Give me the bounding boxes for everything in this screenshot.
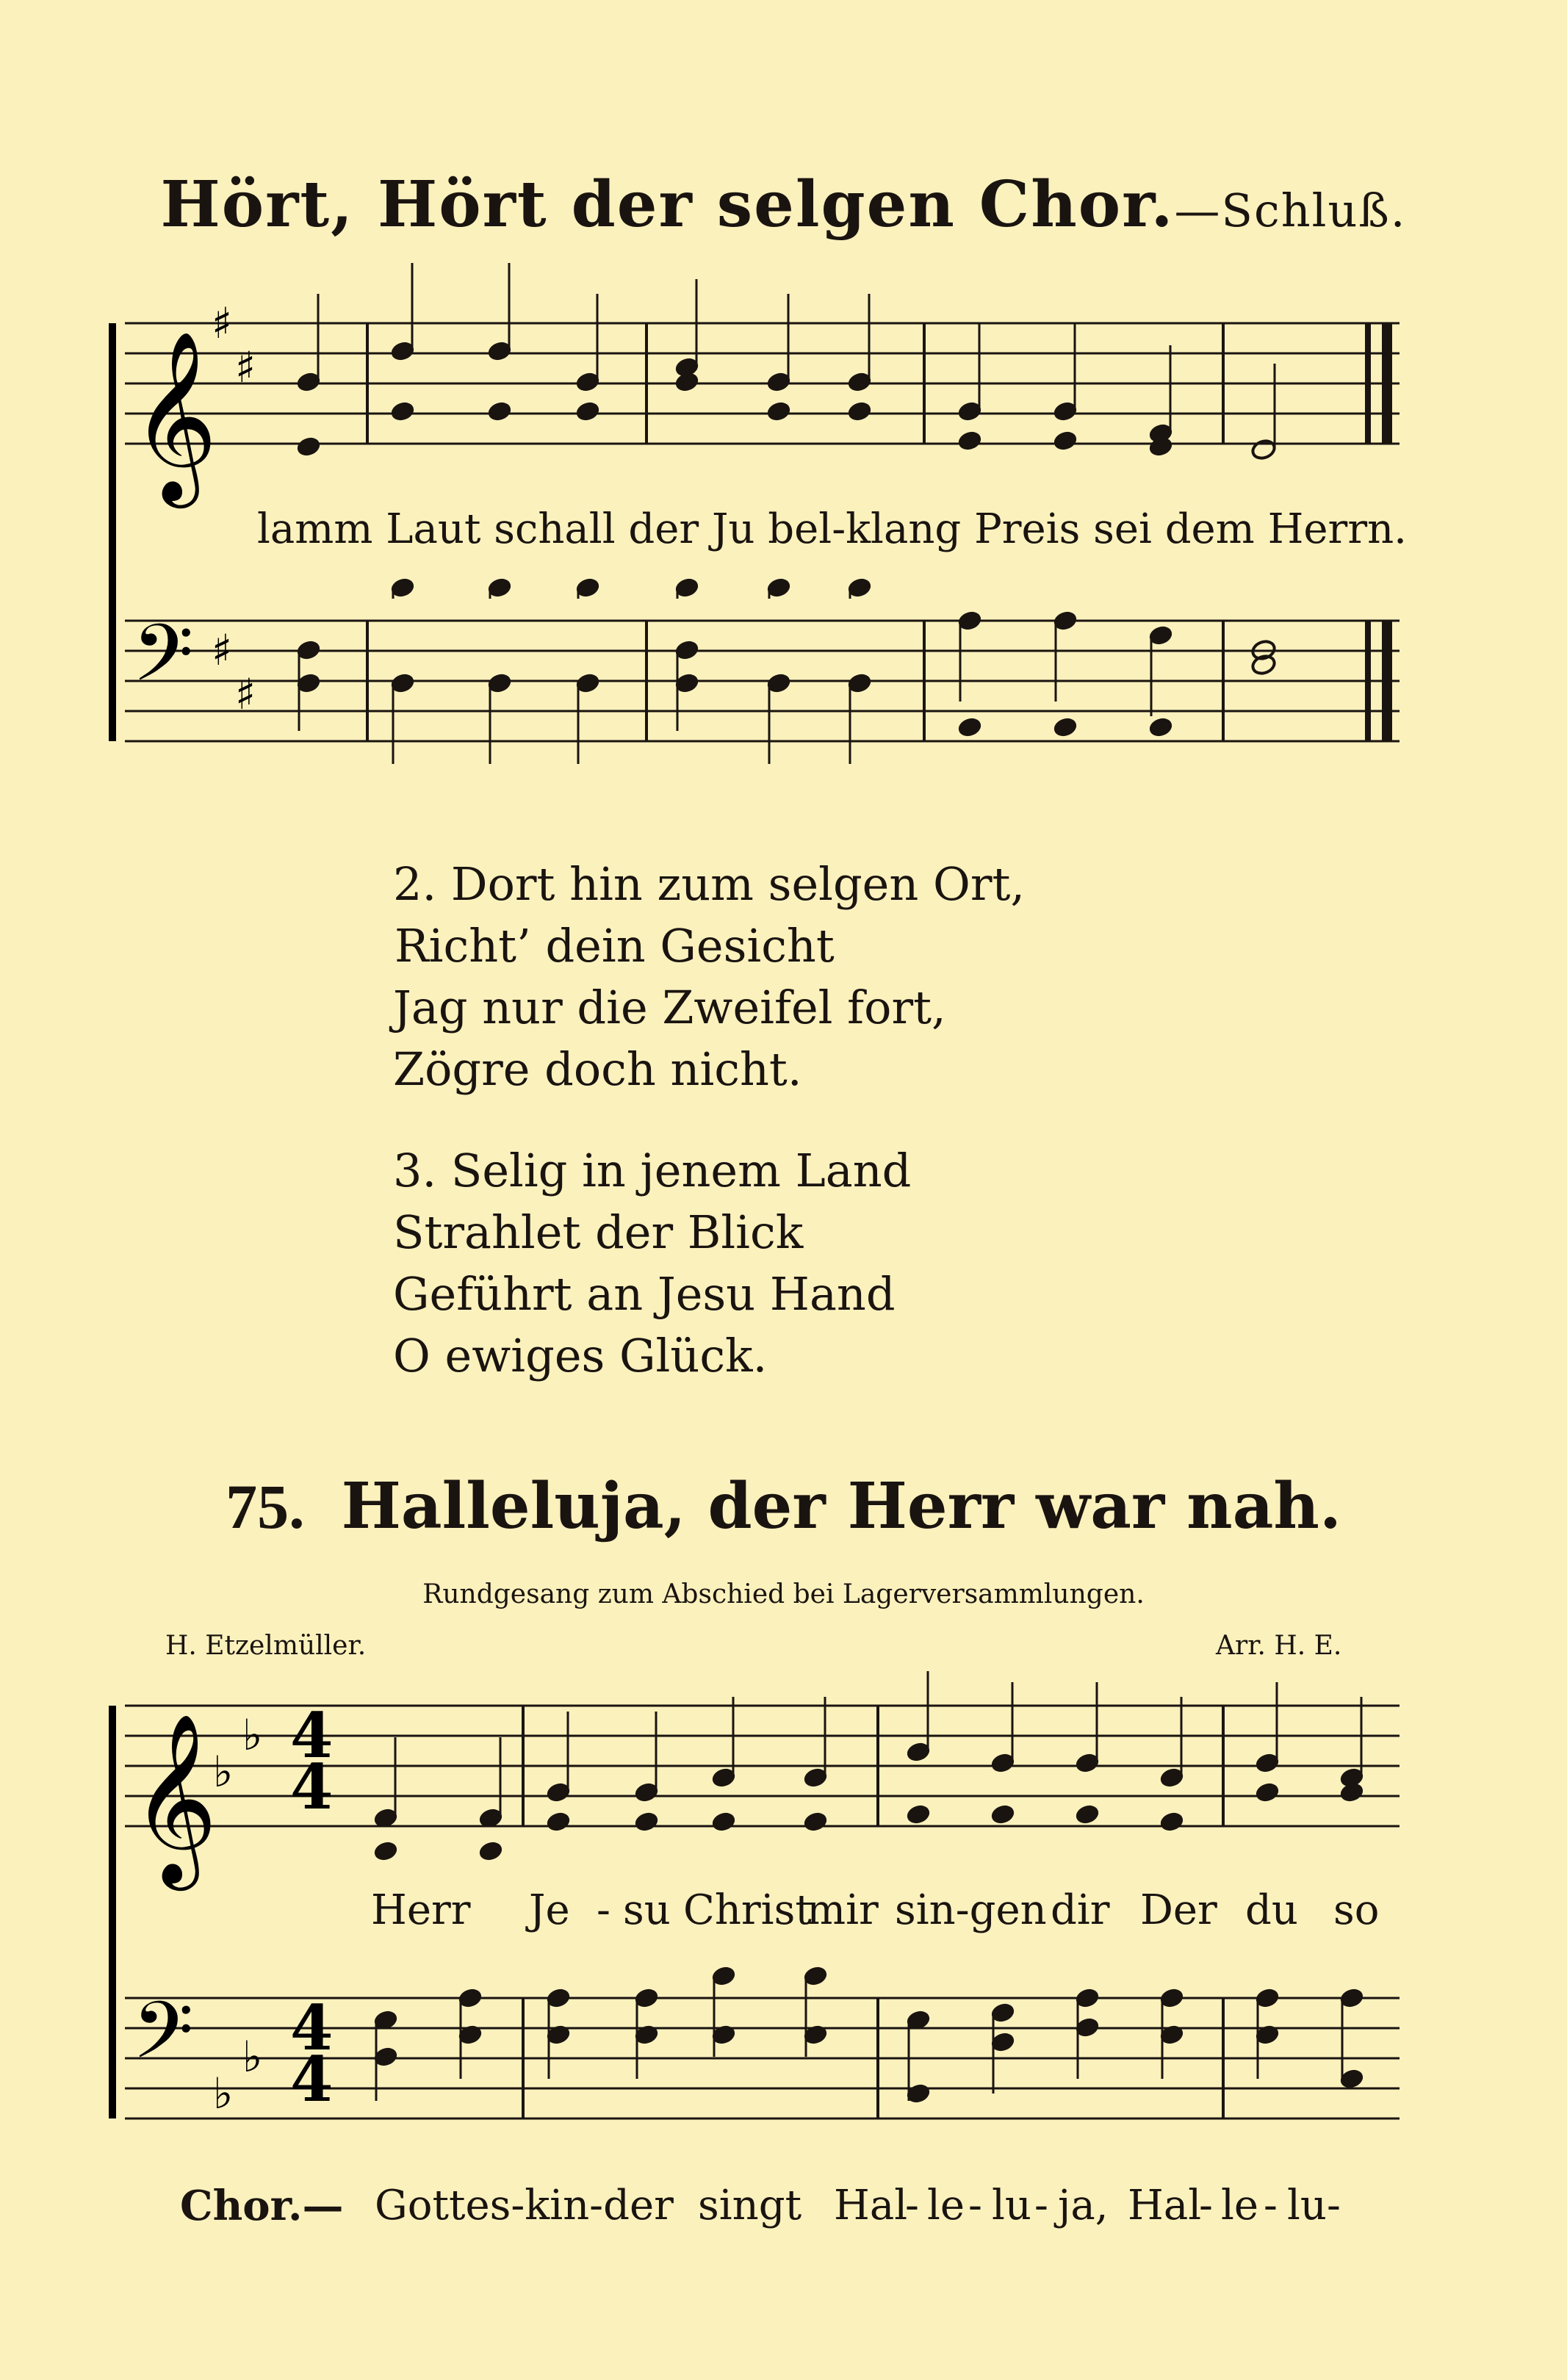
sharp-sign: ♯ bbox=[235, 342, 256, 392]
treble-clef: 𝄞 bbox=[131, 330, 218, 501]
time-sig-bass-bottom: 4 bbox=[290, 2043, 334, 2116]
chorus-word: singt bbox=[698, 2182, 802, 2229]
song2-lyric-word: dir bbox=[1051, 1886, 1110, 1934]
note-head bbox=[545, 1811, 572, 1833]
verse-line: 2. Dort hin zum selgen Ort, bbox=[393, 857, 1026, 911]
note-head bbox=[846, 400, 873, 423]
time-sig-treble-bottom: 4 bbox=[290, 1750, 334, 1823]
chorus-word: - bbox=[1034, 2182, 1048, 2229]
chorus-word: lu bbox=[992, 2182, 1031, 2229]
song2-lyric-word: Herr bbox=[371, 1886, 471, 1934]
note-head bbox=[1250, 439, 1277, 461]
verse-line: Zögre doch nicht. bbox=[393, 1042, 802, 1096]
song2-lyric-word: mir bbox=[807, 1886, 879, 1934]
note-head bbox=[766, 400, 792, 423]
song1-lyric-line: lamm Laut schall der Ju bel-klang Preis sei dem Herrn. bbox=[257, 505, 1407, 553]
chorus-word: - bbox=[905, 2182, 919, 2229]
verse-line: Geführt an Jesu Hand bbox=[393, 1267, 896, 1321]
note-head bbox=[486, 400, 513, 423]
flat-sign: ♭ bbox=[242, 1710, 263, 1760]
chorus-word: - bbox=[1264, 2182, 1278, 2229]
verse-line: 3. Selig in jenem Land bbox=[393, 1144, 912, 1197]
note-head bbox=[1052, 430, 1078, 452]
arranger-credit: Arr. H. E. bbox=[1216, 1631, 1342, 1661]
chorus-word: le bbox=[927, 2182, 965, 2229]
note-head bbox=[710, 1811, 737, 1833]
composer-credit: H. Etzelmüller. bbox=[165, 1631, 367, 1661]
chorus-word: Hal bbox=[1128, 2182, 1202, 2229]
song2-lyric-word: su bbox=[623, 1886, 671, 1934]
sharp-sign: ♯ bbox=[212, 298, 233, 348]
song-number: 75. bbox=[226, 1471, 305, 1542]
note-head bbox=[957, 716, 983, 739]
note-head bbox=[389, 400, 416, 423]
chorus-word: - bbox=[968, 2182, 982, 2229]
chorus-word: lu- bbox=[1287, 2182, 1341, 2229]
note-head bbox=[1052, 716, 1078, 739]
song2-lyric-word: so bbox=[1333, 1886, 1380, 1934]
chorus-label: Chor.— bbox=[180, 2182, 344, 2230]
bass-clef: 𝄢 bbox=[132, 607, 194, 718]
note-head bbox=[295, 436, 322, 458]
song1-system bbox=[109, 263, 1400, 764]
note-head bbox=[372, 1840, 399, 1863]
note-head bbox=[1148, 716, 1174, 739]
flat-sign: ♭ bbox=[242, 2032, 263, 2082]
system-brace bbox=[109, 323, 116, 741]
song2-lyric-word: Christ bbox=[683, 1886, 812, 1934]
flat-sign: ♭ bbox=[213, 1747, 234, 1797]
note-head bbox=[633, 1811, 660, 1833]
verse-line: Strahlet der Blick bbox=[393, 1205, 804, 1259]
sharp-sign: ♯ bbox=[212, 625, 233, 675]
song1-title-suffix: —Schluß. bbox=[1174, 184, 1407, 237]
note-head bbox=[574, 400, 601, 423]
sharp-sign: ♯ bbox=[235, 669, 256, 719]
chorus-word: Hal bbox=[834, 2182, 908, 2229]
chorus-word: le bbox=[1221, 2182, 1259, 2229]
time-sig-treble-top: 4 bbox=[290, 1699, 334, 1772]
system-brace bbox=[109, 1706, 116, 2118]
chorus-word: ja, bbox=[1058, 2182, 1109, 2229]
song2-lyric-word: Je bbox=[529, 1886, 570, 1934]
song2-lyric-word: sin-gen bbox=[895, 1886, 1047, 1934]
chorus-word: - bbox=[1199, 2182, 1213, 2229]
treble-clef: 𝄞 bbox=[131, 1712, 218, 1883]
note-head bbox=[1074, 1803, 1100, 1826]
note-head bbox=[990, 1803, 1016, 1826]
song2-lyric-word: - bbox=[597, 1886, 610, 1934]
note-head bbox=[674, 371, 700, 394]
flat-sign: ♭ bbox=[213, 2069, 234, 2118]
song2-title-text: Halleluja, der Herr war nah. bbox=[341, 1469, 1341, 1543]
verse-line: Richt’ dein Gesicht bbox=[395, 919, 835, 973]
verse-line: O ewiges Glück. bbox=[393, 1329, 768, 1382]
song1-title-main: Hört, Hört der selgen Chor. bbox=[160, 167, 1175, 242]
time-sig-bass-top: 4 bbox=[290, 1991, 334, 2064]
note-head bbox=[1339, 1781, 1365, 1804]
note-head bbox=[957, 430, 983, 452]
bass-clef: 𝄢 bbox=[132, 1984, 194, 2096]
note-head bbox=[1254, 1781, 1280, 1804]
chorus-word: Gottes-kin-der bbox=[375, 2182, 674, 2229]
note-head bbox=[1159, 1811, 1185, 1833]
song2-lyric-word: du bbox=[1245, 1886, 1298, 1934]
note-head bbox=[905, 1803, 932, 1826]
song2-subtitle: Rundgesang zum Abschied bei Lagerversammlungen. bbox=[422, 1579, 1145, 1609]
note-head bbox=[802, 1811, 829, 1833]
song2-lyric-word: Der bbox=[1140, 1886, 1217, 1934]
note-head bbox=[478, 1840, 504, 1863]
verse-line: Jag nur die Zweifel fort, bbox=[393, 981, 946, 1034]
